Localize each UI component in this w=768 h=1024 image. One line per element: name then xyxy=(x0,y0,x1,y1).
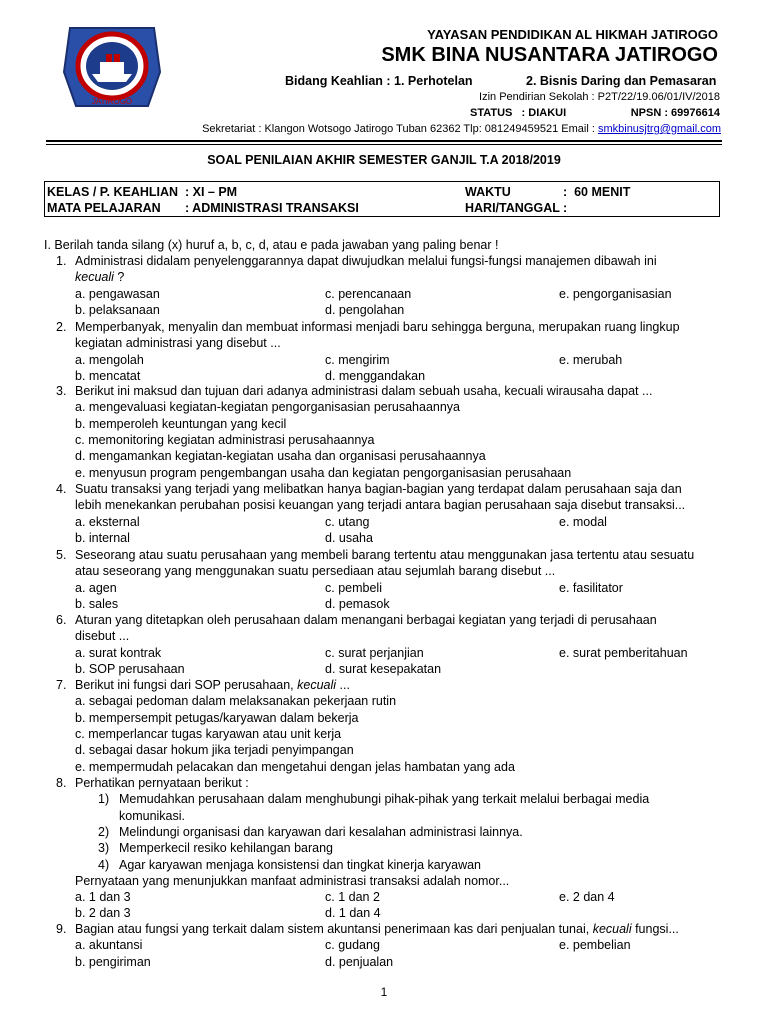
answer-option-c: c. pembeli xyxy=(325,580,382,595)
statement-text: Melindungi organisasi dan karyawan dari kesalahan administrasi lainnya. xyxy=(119,824,523,839)
question-text-segment: Suatu transaksi yang terjadi yang melibatkan hanya bagian-bagian yang terdapat dalam perusahaan saja dan xyxy=(75,482,682,496)
question-text xyxy=(75,776,249,790)
question-text xyxy=(75,678,350,692)
answer-option: a. mengevaluasi kegiatan-kegiatan pengorganisasian perusahaannya xyxy=(75,400,460,415)
header-divider-thin xyxy=(46,144,722,145)
answer-option-c: c. gudang xyxy=(325,938,380,953)
question-text xyxy=(75,336,281,350)
question-text-segment: Berikut ini fungsi dari SOP perusahaan, xyxy=(75,678,298,692)
answer-option-c: c. mengirim xyxy=(325,352,390,367)
time-value: : 60 MENIT xyxy=(563,185,631,199)
question-text xyxy=(75,482,682,496)
answer-option-c: c. perencanaan xyxy=(325,286,412,301)
answer-option-e: e. 2 dan 4 xyxy=(559,890,615,905)
page-number: 1 xyxy=(380,985,388,999)
answer-option: c. memperlancar tugas karyawan atau unit kerja xyxy=(75,726,342,741)
question-text-segment: kegiatan administrasi yang disebut ... xyxy=(75,336,281,351)
answer-option-c: c. 1 dan 2 xyxy=(325,890,380,905)
statement-number: 1) xyxy=(98,792,110,807)
question-text xyxy=(75,270,124,284)
answer-option-b: b. mencatat xyxy=(75,368,141,383)
date-value: : xyxy=(563,201,568,215)
secretariat-line xyxy=(0,123,721,135)
question-text-segment: Seseorang atau suatu perusahaan yang membeli barang tertentu atau menggunakan jasa tertentu atau sesuatu xyxy=(75,548,695,562)
answer-option-e: e. merubah xyxy=(559,352,623,367)
answer-option-d: d. usaha xyxy=(325,530,373,545)
answer-option-e: e. pengorganisasian xyxy=(559,286,672,301)
question-text xyxy=(75,548,694,562)
question-number: 7. xyxy=(56,678,67,692)
question-text-segment: disebut ... xyxy=(75,629,130,644)
statement-text: komunikasi. xyxy=(119,808,185,823)
answer-option: d. sebagai dasar hokum jika terjadi penyimpangan xyxy=(75,743,354,758)
question-text-segment: Bagian atau fungsi yang terkait dalam sistem akuntansi penerimaan kas dari penjualan tunai, xyxy=(75,922,593,936)
time-label: WAKTU xyxy=(465,185,511,199)
date-label: HARI/TANGGAL xyxy=(465,201,560,215)
exam-title: SOAL PENILAIAN AKHIR SEMESTER GANJIL T.A 2018/2019 xyxy=(207,153,561,167)
question-text-segment: Aturan yang ditetapkan oleh perusahaan dalam menangani berbagai kegiatan yang terjadi di perusahaan xyxy=(75,613,657,627)
answer-option: e. mempermudah pelacakan dan mengetahui dengan jelas hambatan yang ada xyxy=(75,759,515,774)
foundation-name: YAYASAN PENDIDIKAN AL HIKMAH JATIROGO xyxy=(427,27,718,42)
answer-option-d: d. 1 dan 4 xyxy=(325,906,381,921)
svg-text:JATIROGO: JATIROGO xyxy=(91,97,133,106)
answer-option-d: d. pengolahan xyxy=(325,302,405,317)
class-label: KELAS / P. KEAHLIAN xyxy=(47,185,179,199)
question-text-segment: Perhatikan pernyataan berikut : xyxy=(75,776,249,790)
subject-value: : ADMINISTRASI TRANSAKSI xyxy=(185,201,359,215)
question-text-segment: Administrasi didalam penyelenggarannya dapat diwujudkan melalui fungsi-fungsi manajemen dibawah ini xyxy=(75,254,657,268)
kecuali-emphasis: kecuali xyxy=(592,922,632,936)
answer-option-b: b. pelaksanaan xyxy=(75,302,160,317)
field-2: 2. Bisnis Daring dan Pemasaran xyxy=(526,74,717,88)
statement-text: Memudahkan perusahaan dalam menghubungi pihak-pihak yang terkait melalui berbagai media xyxy=(119,792,650,807)
statement-number: 3) xyxy=(98,841,110,856)
question-text-segment: Berikut ini maksud dan tujuan dari adanya administrasi dalam sebuah usaha, kecuali wirausaha dapat ... xyxy=(75,384,653,398)
answer-option-c: c. surat perjanjian xyxy=(325,645,424,660)
answer-option-d: d. menggandakan xyxy=(325,368,426,383)
answer-option-b: b. 2 dan 3 xyxy=(75,906,131,921)
field-label: Bidang Keahlian : 1. Perhotelan xyxy=(285,74,473,88)
question-number: 1. xyxy=(56,254,67,268)
answer-option-a: a. mengolah xyxy=(75,352,144,367)
question-number: 6. xyxy=(56,613,67,627)
secretariat-address: Sekretariat : Klangon Wotsogo Jatirogo Tuban 62362 Tlp: 081249459521 Email : xyxy=(202,123,598,135)
question-number: 5. xyxy=(56,548,67,562)
question-tail: ? xyxy=(113,270,125,285)
question-number: 3. xyxy=(56,384,67,398)
exam-info-box xyxy=(44,181,720,217)
answer-option-d: d. surat kesepakatan xyxy=(325,661,442,676)
question-text xyxy=(75,384,652,398)
answer-option-e: e. modal xyxy=(559,514,607,529)
statement-text: Memperkecil resiko kehilangan barang xyxy=(119,841,334,856)
question-text xyxy=(75,564,555,578)
question-text xyxy=(75,498,685,512)
statement-number: 2) xyxy=(98,824,110,839)
answer-option-b: b. SOP perusahaan xyxy=(75,661,185,676)
question-text-segment: Memperbanyak, menyalin dan membuat informasi menjadi baru sehingga berguna, merupakan ruang lingkup xyxy=(75,320,680,334)
answer-option-a: a. 1 dan 3 xyxy=(75,890,131,905)
header-divider xyxy=(46,140,722,142)
answer-option-a: a. agen xyxy=(75,580,117,595)
answer-option-e: e. surat pemberitahuan xyxy=(559,645,688,660)
answer-option: e. menyusun program pengembangan usaha dan kegiatan pengorganisasian perusahaan xyxy=(75,465,572,480)
answer-option-c: c. utang xyxy=(325,514,370,529)
answer-option-a: a. pengawasan xyxy=(75,286,160,301)
question-text xyxy=(75,629,129,643)
answer-option: c. memonitoring kegiatan administrasi perusahaannya xyxy=(75,432,375,447)
question-text-segment: atau seseorang yang menggunakan suatu persediaan atau sejumlah barang disebut ... xyxy=(75,564,556,579)
question-number: 4. xyxy=(56,482,67,496)
kecuali-emphasis: kecuali xyxy=(75,270,114,285)
statement-text: Agar karyawan menjaga konsistensi dan tingkat kinerja karyawan xyxy=(119,857,481,872)
kecuali-emphasis: kecuali xyxy=(297,678,337,692)
answer-option-a: a. surat kontrak xyxy=(75,645,162,660)
answer-option-b: b. internal xyxy=(75,530,130,545)
answer-option-b: b. pengiriman xyxy=(75,954,151,969)
instruction: I. Berilah tanda silang (x) huruf a, b, c, d, atau e pada jawaban yang paling benar ! xyxy=(44,238,499,252)
answer-option-e: e. pembelian xyxy=(559,938,631,953)
answer-option-a: a. eksternal xyxy=(75,514,140,529)
npsn-label: NPSN : 69976614 xyxy=(630,107,720,119)
subject-label: MATA PELAJARAN xyxy=(47,201,161,215)
question-text xyxy=(75,922,679,936)
answer-option: b. memperoleh keuntungan yang kecil xyxy=(75,416,287,431)
answer-option: d. mengamankan kegiatan-kegiatan usaha dan organisasi perusahaannya xyxy=(75,449,486,464)
answer-option-b: b. sales xyxy=(75,596,119,611)
answer-option-d: d. pemasok xyxy=(325,596,390,611)
question-followup: Pernyataan yang menunjukkan manfaat administrasi transaksi adalah nomor... xyxy=(75,873,510,888)
email-link[interactable]: smkbinusjtrg@gmail.com xyxy=(597,123,721,135)
question-tail: fungsi... xyxy=(631,922,679,936)
school-name: SMK BINA NUSANTARA JATIROGO xyxy=(381,44,718,66)
permit-number: Izin Pendirian Sekolah : P2T/22/19.06/01/IV/2018 xyxy=(479,91,720,103)
question-text xyxy=(75,320,680,334)
answer-option: a. sebagai pedoman dalam melaksanakan pekerjaan rutin xyxy=(75,694,397,709)
question-text xyxy=(75,613,657,627)
answer-option-a: a. akuntansi xyxy=(75,938,143,953)
class-value: : XI – PM xyxy=(185,185,238,199)
question-number: 8. xyxy=(56,776,67,790)
answer-option-d: d. penjualan xyxy=(325,954,394,969)
question-number: 2. xyxy=(56,320,67,334)
question-text xyxy=(75,254,657,268)
question-text-segment: lebih menekankan perubahan posisi keuangan yang terjadi antara bagian perusahaan saja disebut transaksi... xyxy=(75,498,686,513)
status-label: STATUS : DIAKUI xyxy=(470,107,567,119)
statement-number: 4) xyxy=(98,857,110,872)
question-tail: ... xyxy=(336,678,350,692)
answer-option-e: e. fasilitator xyxy=(559,580,623,595)
question-number: 9. xyxy=(56,922,67,936)
answer-option: b. mempersempit petugas/karyawan dalam bekerja xyxy=(75,710,359,725)
